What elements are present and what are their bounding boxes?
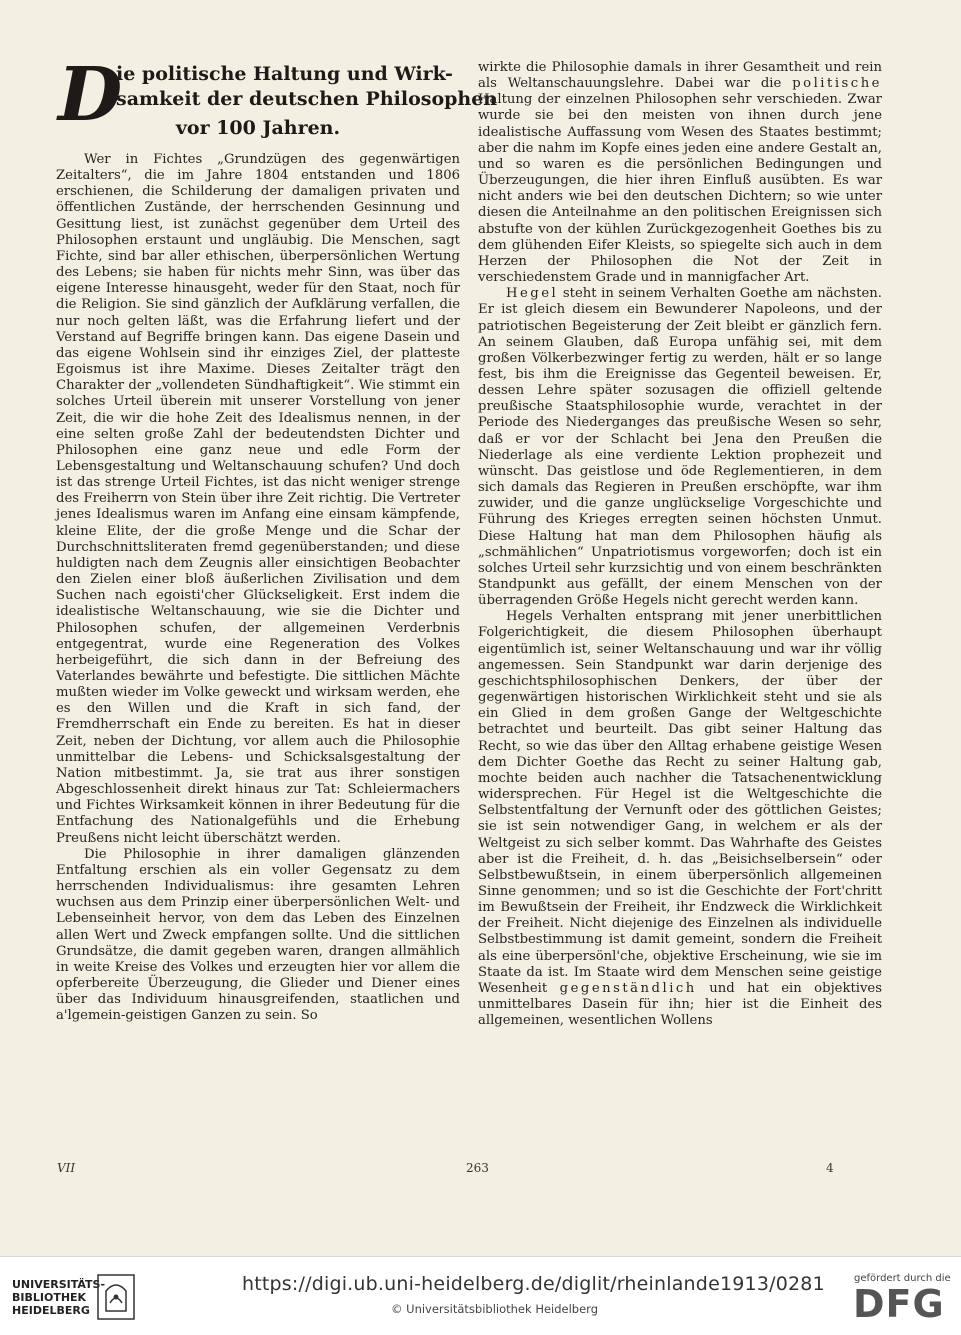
logo-text-line: BIBLIOTHEK	[12, 1291, 87, 1304]
page-number: 263	[466, 1161, 489, 1175]
title-line-1: ie politische Haltung und Wirk-	[116, 63, 453, 85]
emphasized-name: Hegel	[506, 286, 559, 302]
emphasized-word: politische	[792, 76, 882, 92]
article-title	[56, 52, 498, 150]
heidelberg-seal-icon	[96, 1273, 136, 1321]
paragraph	[478, 609, 882, 1029]
copyright-notice: © Universitätsbibliothek Heidelberg	[391, 1302, 599, 1316]
library-footer-bar	[0, 1256, 961, 1335]
text-run: Haltung der einzelnen Philosophen sehr verschieden. Zwar wurde sie bei den meisten von ihnen durch jene idealistische Auffassung vom Wesen des Staates bestimmt; aber die nahm im Kopfe eines jeden eine andere Gestalt an, und so waren es die persönlichen Bedingungen und Überzeugungen, die hier ihren Einfluß ausübten. Es war nicht anders wie bei den deutschen Dichtern; so wie unter diesen die Anteilnahme an den politischen Ereignissen sich abstufte von der kühlen Zurückgezogenheit Goethes bis zu dem glühenden Eifer Kleists, so spiegelte sich auch in dem Herzen der Philosophen die Not der Zeit in verschiedenstem Grade und in mannigfacher Art.	[478, 92, 882, 286]
text-run: und hat ein objektives unmittelbares Dasein für ihn; hier ist die Einheit des allgemeinen, wesentlichen Wollens	[478, 980, 882, 1029]
volume-marker: VII	[57, 1161, 76, 1175]
text-run: wirkte die Philosophie damals in ihrer Gesamtheit und rein als Weltanschauungslehre. Dabei war die	[478, 60, 882, 92]
dfg-logo[interactable]: DFG	[853, 1282, 945, 1326]
logo-text-line: HEIDELBERG	[12, 1304, 90, 1317]
funding-caption: gefördert durch die	[854, 1273, 951, 1284]
text-run: Hegels Verhalten entsprang mit jener unerbittlichen Folgerichtigkeit, die diesem Philosophen überhaupt eigentümlich ist, seiner Weltanschauung und war ihr völlig angemessen. Sein Standpunkt war darin derjenige des geschichtsphilosophischen Denkers, der über der gegenwärtigen historischen Wirklichkeit steht und sie als ein Glied in dem großen Gange der Weltgeschichte betrachtet und beurteilt. Das gibt seiner Haltung das Recht, so wie das über den Alltag erhabene geistige Wesen dem Dichter Goethe das Recht zu seiner Haltung gab, mochte beiden auch nachher die Tatsachenentwicklung widersprechen. Für Hegel ist die Weltgeschichte die Selbstentfaltung der Vernunft oder des göttlichen Geistes; sie ist sein notwendiger Gang, in welchem er als der Weltgeist zu sich selber kommt. Das Wahrhafte des Geistes aber ist die Freiheit, d. h. das „Beisichselbersein“ oder Selbstbewußtsein, in einem überpersönlich allgemeinen Sinne genommen; und so ist die Geschichte der Fort'chritt im Bewußtsein der Freiheit, ihr Endzweck die Wirklichkeit der Freiheit. Nicht diejenige des Einzelnen als individuelle Selbstbestimmung ist damit gemeint, sondern die Freiheit als eine überpersönl'che, objektive Erscheinung, wie sie im Staate da ist. Im Staate wird dem Menschen seine geistige Wesenheit	[478, 609, 882, 996]
signature-mark: 4	[826, 1161, 834, 1175]
title-line-3: vor 100 Jahren.	[175, 117, 341, 139]
permalink-url[interactable]: https://digi.ub.uni-heidelberg.de/diglit/rheinlande1913/0281	[242, 1273, 825, 1295]
left-column	[56, 52, 498, 1024]
paragraph	[478, 60, 882, 286]
drop-cap: D	[58, 52, 123, 138]
text-run: steht in seinem Verhalten Goethe am nächsten. Er ist gleich diesem ein Bewunderer Napoleons, und der patriotischen Begeisterung der Zeit bleibt er gänzlich fern. An seinem Glauben, daß Europa unfähig sei, mit dem großen Völkerbezwinger fertig zu werden, hält er so lange fest, bis ihm die Ereignisse das Gegenteil beweisen. Er, dessen Lehre später sozusagen die offiziell geltende preußische Staatsphilosophie wurde, verachtet in der Periode des Niederganges das preußische Wesen so sehr, daß er vor der Schlacht bei Jena den Preußen die Niederlage als eine verdiente Lektion prophezeit und wünscht. Das geistlose und öde Reglementieren, in dem sich damals das Regieren in Preußen erschöpfte, war ihm zuwider, und die ganze unglückselige Vorgeschichte und Führung des Krieges erregten seinen höchsten Unmut. Diese Haltung hat man dem Philosophen häufig als „schmählichen“ Unpatriotismus vorgeworfen; doch ist ein solches Urteil sehr kurzsichtig und von einem beschränkten Standpunkt aus gefällt, der einem Menschen von der überragenden Größe Hegels nicht gerecht werden kann.	[478, 286, 882, 609]
paragraph: Wer in Fichtes „Grundzügen des gegenwärtigen Zeitalters“, die im Jahre 1804 entstanden und 1806 erschienen, die Schilderung der damaligen privaten und öffentlichen Zustände, der herrschenden Gesinnung und Gesittung liest, ist zunächst gegenüber dem Urteil des Philosophen erstaunt und ungläubig. Die Menschen, sagt Fichte, sind bar aller ethischen, überpersönlichen Wertung des Lebens; sie haben für nichts mehr Sinn, was über das eigene Interesse hinausgeht, weder für den Staat, noch für die Religion. Sie sind gänzlich der Aufklärung verfallen, die nur noch gelten läßt, was die Erfahrung liefert und der Verstand auf Begriffe bringen kann. Das eigene Dasein und das eigene Wohlsein sind ihr einziges Ziel, der platteste Egoismus ist ihre Maxime. Dieses Zeitalter trägt den Charakter der „vollendeten Sündhaftigkeit“. Wie stimmt ein solches Urteil überein mit unserer Vorstellung von jener Zeit, die wir die hohe Zeit des Idealismus nennen, in der eine selten große Zahl der bedeutendsten Dichter und Philosophen eine ganz neue und edle Form der Lebensgestaltung und Weltanschauung schufen? Und doch ist das strenge Urteil Fichtes, ist das nicht weniger strenge des Freiherrn von Stein über ihre Zeit richtig. Die Vertreter jenes Idealismus waren im Anfang eine einsam kämpfende, kleine Elite, der die große Menge und die Schar der Durchschnittsliteraten fremd gegenüberstanden; und diese huldigten nach dem Zeugnis aller einsichtigen Beobachter den Zielen einer bloß äußerlichen Zivilisation und dem Suchen nach egoisti'cher Glückseligkeit. Erst indem die idealistische Weltanschauung, wie sie die Dichter und Philosophen schufen, der allgemeinen Verderbnis entgegentrat, wurde eine Regeneration des Volkes herbeigeführt, die sich dann in der Befreiung des Vaterlandes bewährte und befestigte. Die sittlichen Mächte mußten wieder im Volke geweckt und wirksam werden, ehe es den Willen und die Kraft in sich fand, der Fremdherrschaft ein Ende zu bereiten. Es hat in dieser Zeit, neben der Dichtung, vor allem auch die Philosophie unmittelbar die Lebens- und Schicksalsgestaltung der Nation mitbestimmt. Ja, sie trat aus ihrer sonstigen Abgeschlossenheit direkt hinaus zur Tat: Schleiermachers und Fichtes Wirksamkeit können in ihrer Bedeutung für die Entfachung des Nationalgefühls und die Erhebung Preußens nicht leicht überschätzt werden.	[56, 152, 460, 846]
right-column	[478, 60, 882, 1029]
emphasized-word: gegenständlich	[559, 980, 697, 996]
logo-text-line: UNIVERSITÄTS-	[12, 1278, 106, 1291]
title-line-2: samkeit der deutschen Philosophen	[116, 88, 498, 110]
paragraph: Die Philosophie in ihrer damaligen glänzenden Entfaltung erschien als ein voller Gegensatz zu dem herrschenden Individualismus: ihre gesamten Lehren wuchsen aus dem Prinzip einer überpersönlichen Welt- und Lebenseinheit hervor, von dem das Leben des Einzelnen allen Wert und Zweck empfangen sollte. Und die sittlichen Grundsätze, die damit gegeben waren, drangen allmählich in weite Kreise des Volkes und erzeugten hier vor allem die opferbereite Überzeugung, die Glieder und Diener eines über das Individuum hinausgreifenden, staatlichen und a'lgemein-geistigen Ganzen zu sein. So	[56, 846, 460, 1024]
paragraph	[478, 286, 882, 609]
